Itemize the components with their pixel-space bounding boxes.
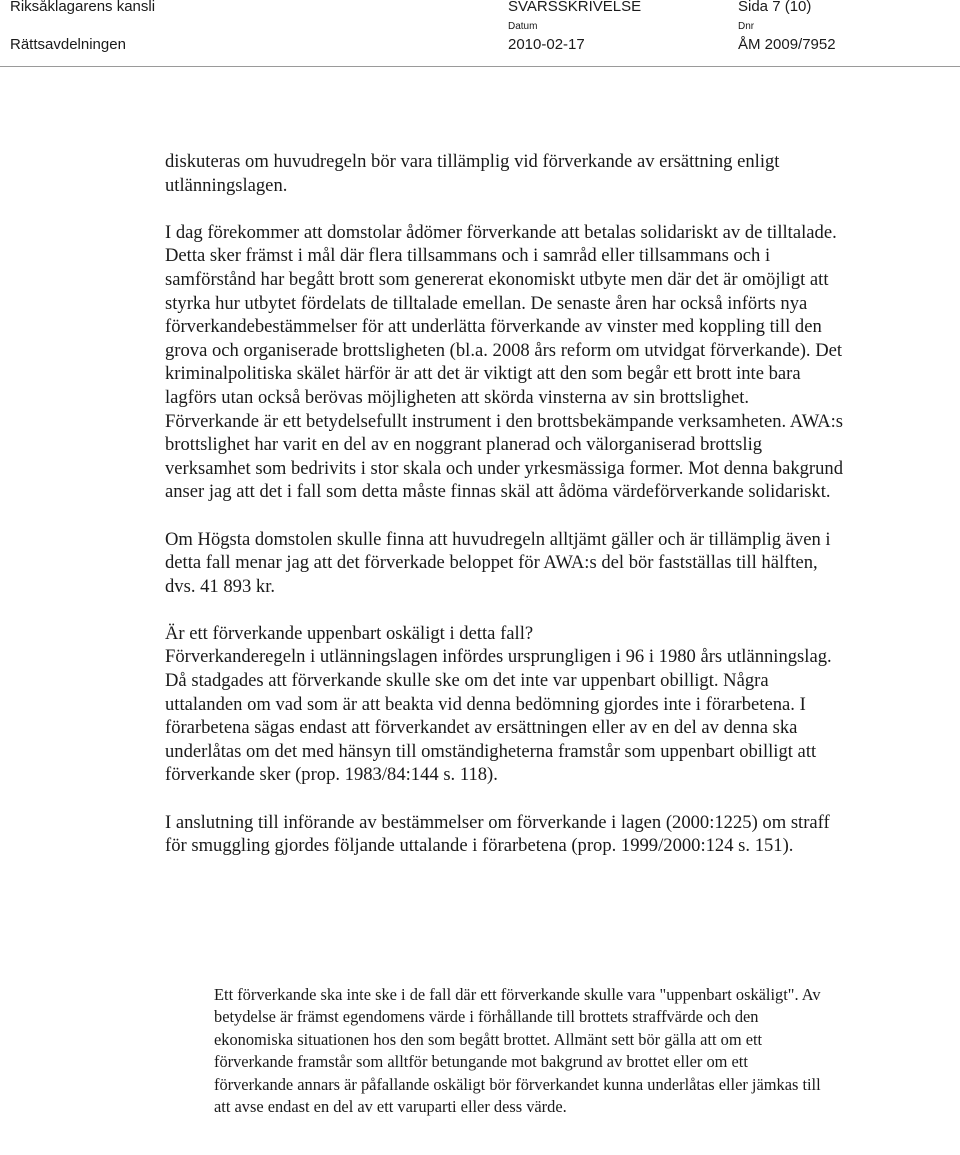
paragraph: Förverkanderegeln i utlänningslagen infördes ursprungligen i 96 i 1980 års utlänningslag. Då stadgades att förverkande skulle ske om det inte var uppenbart obilligt. Några uttalanden om vad som är att beakta vid denna bedömning gjordes inte i förarbetena. I förarbetena sägas endast att förverkandet av ersättningen eller av en del av denna ska underlåtas om det med hänsyn till omständigheterna framstår som uppenbart obilligt att förverkande sker (prop. 1983/84:144 s. 118). (165, 646, 832, 786)
quote-text: Ett förverkande ska inte ske i de fall där ett förverkande skulle vara "uppenbart oskäligt". Av betydelse är främst egendomens värde i förhållande till brottets straffvärde och den ekonomiska situationen hos den som begått brottet. Allmänt sett bör gälla att om ett förverkande framstår som alltför betungande mot bakgrund av brottet eller om ett förverkande annars är påfallande oskäligt bör förverkandet kunna underlåtas eller jämkas till att avse endast en del av ett varuparti eller dess värde. (214, 985, 821, 1117)
header-divider (0, 66, 960, 67)
main-text (165, 150, 845, 858)
paragraph: I dag förekommer att domstolar ådömer förverkande att betalas solidariskt av de tilltalade. Detta sker främst i mål där flera tillsammans och i samråd eller tillsammans och i samförstånd har begått brott som genererat ekonomiskt utbyte men där det är omöjligt att styrka hur utbytet fördelats de tilltalade emellan. De senaste åren har också införts nya förverkandebestämmelser för att underlätta förverkande av vinster med koppling till den grova och organiserade brottsligheten (bl.a. 2008 års reform om utvidgat förverkande). Det kriminalpolitiska skälet härför är att det är viktigt att den som begår ett brott inte bara lagförs utan också berövas möjligheten att skörda vinsterna av sin brottslighet. Förverkande är ett betydelsefullt instrument i den brottsbekämpande verksamheten. AWA:s brottslighet har varit en del av en noggrant planerad och välorganiserad brottslig verksamhet som bedrivits i stor skala och under yrkesmässiga former. Mot denna bakgrund anser jag att det i fall som detta måste finnas skäl att ådöma värdeförverkande solidariskt. (165, 221, 844, 503)
paragraph: diskuteras om huvudregeln bör vara tillämplig vid förverkande av ersättning enligt utlänningslagen. (165, 151, 780, 196)
page-header (0, 0, 960, 66)
org-name: Riksåklagarens kansli (10, 0, 156, 15)
section-heading: Är ett förverkande uppenbart oskäligt i detta fall? (165, 622, 534, 644)
paragraph: Om Högsta domstolen skulle finna att huvudregeln alltjämt gäller och är tillämplig även i detta fall menar jag att det förverkade beloppet för AWA:s del bör fastställas till hälften, dvs. 41 893 kr. (165, 528, 831, 597)
date-label: Datum (508, 21, 538, 32)
dnr-label: Dnr (738, 21, 755, 32)
date-value: 2010-02-17 (508, 36, 585, 53)
department: Rättsavdelningen (10, 36, 126, 53)
document-type: SVARSSKRIVELSE (508, 0, 642, 15)
block-quote (214, 984, 824, 1118)
dnr-value: ÅM 2009/7952 (738, 36, 836, 53)
paragraph: I anslutning till införande av bestämmelser om förverkande i lagen (2000:1225) om straff för smuggling gjordes följande uttalande i förarbetena (prop. 1999/2000:124 s. 151). (165, 811, 830, 857)
page-number: Sida 7 (10) (738, 0, 812, 15)
